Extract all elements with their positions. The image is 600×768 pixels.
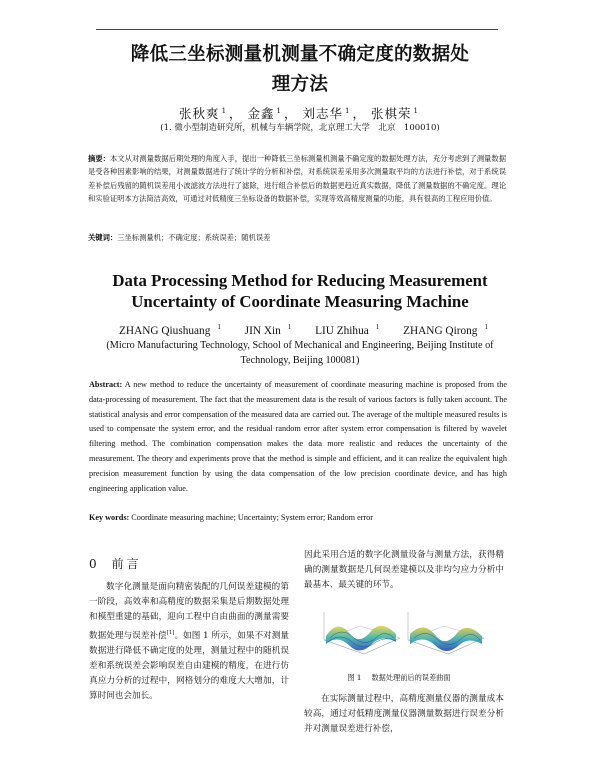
header-rule [96,29,498,30]
figure-label: 图 1 [347,673,362,682]
body-right-top: 因此采用合适的数字化测量设备与测量方法，获得精确的测量数据是几何误差建模以及非均匀应力分析中最基本、最关键的环节。 [304,550,504,591]
english-author-name: ZHANG Qirong [403,324,478,337]
english-affiliation: (Micro Manufacturing Technology, School of Mechanical and Engineering, Beijing Institute of Technology, Beijing 100081) [106,340,494,366]
chinese-keywords-text: 三坐标测量机；不确定度；系统误差；随机误差 [117,233,271,242]
chinese-title-line-1: 降低三坐标测量机测量不确定度的数据处 [130,44,470,65]
chinese-author: 张棋荣 [370,106,412,122]
english-author [112,325,221,337]
english-keywords-text: Coordinate measuring machine; Uncertainty; System error; Random error [131,513,373,522]
chinese-title [40,40,560,100]
english-author-name: JIN Xin [244,324,281,337]
english-title-line-1: Data Processing Method for Reducing Measurement [112,271,488,290]
chinese-authors: 张秋爽 $^1$ ， 金鑫 $^1$ ， 刘志华 $^1$ ， 张棋荣 $^1$ [179,106,419,122]
author-mark: 1 [413,107,419,115]
chinese-author: 刘志华 [302,106,343,122]
author-mark: 1 [221,107,228,115]
body-text: 数字化测量是面向精密装配的几何误差建模的第一阶段，高效率和高精度的数据采集是后期数据处理和模型重建的基础，迎向工程中自由曲面的测量需要数据处理与误差补偿 [89,582,289,641]
english-title-line-2: Uncertainty of Coordinate Measuring Machine [131,292,469,311]
english-author-name: LIU Zhihua [315,324,369,337]
figure-caption-text: 数据处理前后的误差曲面 [371,673,451,682]
author-mark: 1 [276,107,282,115]
english-title [60,270,540,312]
chinese-abstract-text: 本文从对测量数据后期处理的角度入手，提出一种降低三坐标测量机测量不确定度的数据处理方法，充分考虑到了测量数据是受各种因素影响的结果，对测量数据进行了统计学的分析和补偿，对系统误差采用多次测量取平均的方法进行补偿，对于系统误差补偿后残留的随机误差用小波滤波方法进行了滤除，进行组合补偿后的数据更趋近真实数据，降低了测量数据的不确定度。理论和实验证明本方法简洁高效，可通过对低精度三坐标设备的数据补偿，实现等效高精度测量的功能，具有很高的工程应用价值。 [88,154,507,204]
body-left-column [89,580,289,704]
citation-ref: [1] [166,629,175,636]
body-text: 。如图 1 所示，如果不对测量数据进行降低不确定度的处理，测量过程中的随机误差和系统误差会影响误差自由建模的精度，在进行仿真应力分析的过程中，网格划分的难度大大增加，计算时间也会加长。 [89,630,289,702]
english-abstract [89,378,507,496]
english-author [396,325,488,337]
section-heading [89,555,142,572]
author-mark: 1 [287,323,292,331]
chinese-keywords [88,232,506,244]
chinese-keywords-label: 关键词： [88,233,118,242]
english-author-name: ZHANG Qiushuang [119,324,211,337]
chinese-author: 张秋爽 [179,106,220,122]
chinese-affiliation: (1. 微小型制造研究所，机械与车辆学院，北京理工大学 北京 100010) [160,123,440,133]
chinese-title-line-2: 理方法 [271,74,329,95]
english-author [238,325,292,337]
section-title: 前言 [111,557,142,571]
english-keywords-label: Key words: [89,513,130,522]
chinese-author: 金鑫 [247,106,275,122]
author-mark: 1 [375,323,380,331]
english-authors [60,320,540,338]
surface-plot-left [324,612,400,654]
author-mark: 1 [484,323,488,331]
author-mark: 1 [217,323,221,331]
english-author [308,325,379,337]
error-surface-figure [316,600,490,670]
body-right-bottom: 在实际测量过程中，高精度测量仪器的测量成本较高，通过对低精度测量仪器测量数据进行误差分析并对测量误差进行补偿， [304,694,504,735]
english-keywords [89,512,507,524]
english-abstract-text: A new method to reduce the uncertainty of measurement of coordinate measuring machine is proposed from the data-processing of measurement. The fact that the measurement data is the result of various factors is fully taken account. The statistical analysis and error compensation of the measured data are carried out. The average of the multiple measured results is used to compensate the system error, and the residual random error after system error compensation is filtered by wavelet filtering method. The combination compensation makes the data more realistic and reduces the uncertainty of the measurement. The theory and experiments prove that the method is simple and efficient, and it can realize the equivalent high precision measurement function by using the data compensation of the low precision coordinate device, and has high engineering application value. [89,380,507,493]
author-mark: 1 [345,107,351,115]
english-abstract-label: Abstract: [89,380,123,389]
surface-plot-right [408,612,484,654]
section-number: 0 [89,557,100,571]
chinese-abstract-label: 摘要： [88,154,111,163]
chinese-abstract [88,152,506,206]
figure-caption [304,673,504,683]
